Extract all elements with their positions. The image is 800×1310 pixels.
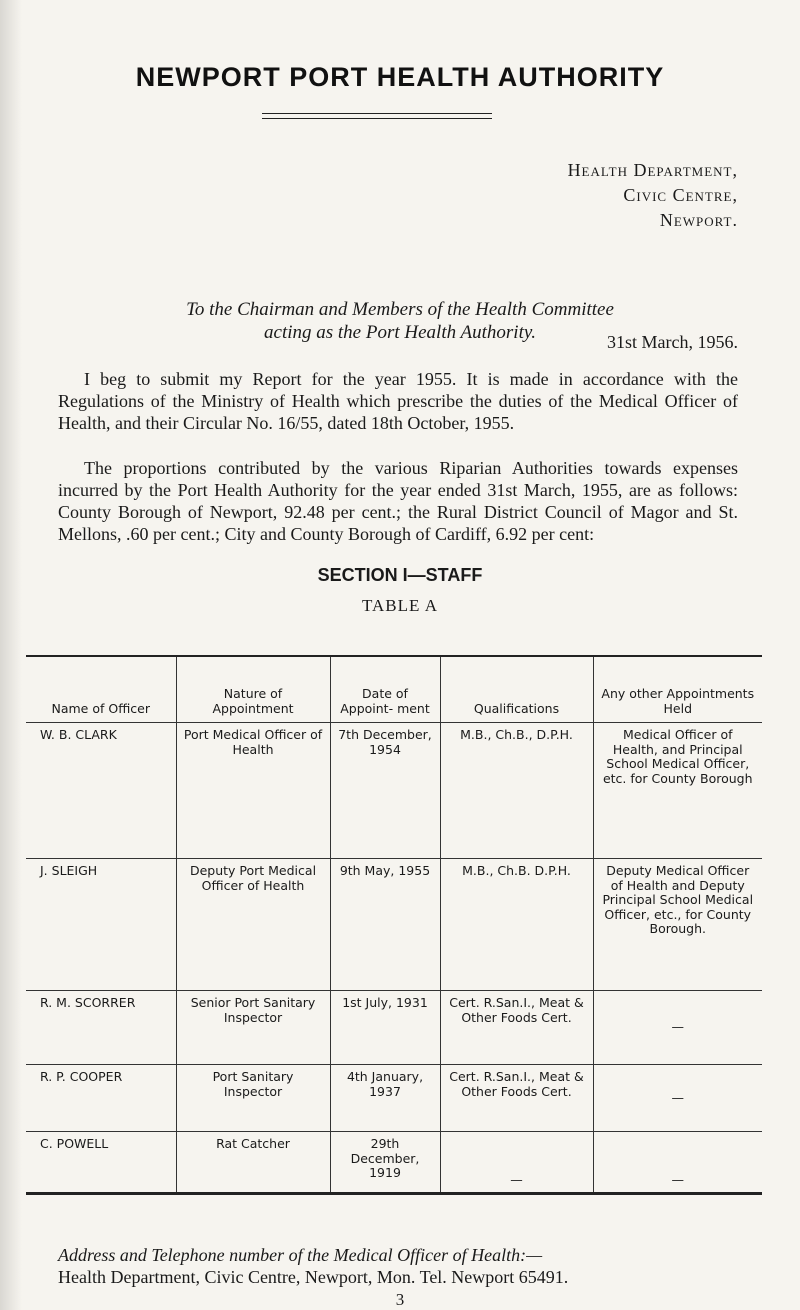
cell-qualifications: Cert. R.San.I., Meat & Other Foods Cert. [440, 1065, 593, 1132]
header-date: Date of Appoint- ment [330, 656, 440, 723]
cell-nature: Port Medical Officer of Health [176, 723, 330, 859]
cell-other-appointments: Medical Officer of Health, and Principal School Medical Officer, etc. for County Borough [593, 723, 762, 859]
cell-qualifications: — [440, 1132, 593, 1194]
cell-qualifications: Cert. R.San.I., Meat & Other Foods Cert. [440, 991, 593, 1065]
table-header-row [26, 656, 762, 723]
table-title: TABLE A [362, 596, 438, 615]
cell-nature: Port Sanitary Inspector [176, 1065, 330, 1132]
page-edge-shadow [0, 0, 22, 1310]
table-row [26, 723, 762, 859]
letter-date: 31st March, 1956. [607, 332, 738, 352]
table-row [26, 1065, 762, 1132]
paragraph-intro: I beg to submit my Report for the year 1955. It is made in accordance with the Regulations of the Ministry of Health which prescribe the duties of the Medical Officer of Health, and their Circular No. 16/55, dated 18th October, 1955. [58, 369, 738, 433]
footer-address-text: Health Department, Civic Centre, Newport, Mon. Tel. Newport 65491. [58, 1267, 569, 1287]
cell-other-appointments: — [593, 991, 762, 1065]
cell-name: C. POWELL [26, 1132, 176, 1194]
cell-date: 4th January, 1937 [330, 1065, 440, 1132]
footer-address-label: Address and Telephone number of the Medical Officer of Health:— [58, 1245, 543, 1265]
address-line-1: Health Department, [567, 160, 738, 180]
cell-date: 1st July, 1931 [330, 991, 440, 1065]
cell-other-appointments: — [593, 1132, 762, 1194]
cell-nature: Deputy Port Medical Officer of Health [176, 859, 330, 991]
cell-other-appointments: — [593, 1065, 762, 1132]
cell-other-appointments: Deputy Medical Officer of Health and Deputy Principal School Medical Officer, etc., for County Borough. [593, 859, 762, 991]
salutation-line-1: To the Chairman and Members of the Health Committee [186, 299, 614, 320]
title-rule-bottom [262, 118, 492, 119]
section-heading: SECTION I—STAFF [317, 565, 483, 585]
header-name: Name of Officer [26, 656, 176, 723]
cell-name: W. B. CLARK [26, 723, 176, 859]
cell-nature: Senior Port Sanitary Inspector [176, 991, 330, 1065]
cell-nature: Rat Catcher [176, 1132, 330, 1194]
header-qualifications: Qualifications [440, 656, 593, 723]
staff-table [26, 655, 762, 1195]
cell-date: 7th December, 1954 [330, 723, 440, 859]
cell-date: 9th May, 1955 [330, 859, 440, 991]
table-row [26, 1132, 762, 1194]
cell-date: 29th December, 1919 [330, 1132, 440, 1194]
address-line-2: Civic Centre, [623, 185, 738, 205]
header-other-appointments: Any other Appointments Held [593, 656, 762, 723]
table-row [26, 859, 762, 991]
page-number: 3 [395, 1290, 405, 1309]
cell-name: R. P. COOPER [26, 1065, 176, 1132]
cell-name: R. M. SCORRER [26, 991, 176, 1065]
salutation-line-2: acting as the Port Health Authority. [264, 322, 536, 343]
paragraph-proportions: The proportions contributed by the various Riparian Authorities towards expenses incurred by the Port Health Authority for the year ended 31st March, 1955, are as follows: County Borough of Newport, 92.48 per cent.; the Rural District Council of Magor and St. Mellons, .60 per cent.; City and County Borough of Cardiff, 6.92 per cent: [58, 458, 738, 544]
table-row [26, 991, 762, 1065]
header-nature: Nature of Appointment [176, 656, 330, 723]
cell-qualifications: M.B., Ch.B., D.P.H. [440, 723, 593, 859]
address-line-3: Newport. [659, 210, 738, 230]
title-rule-top [262, 113, 492, 114]
page-title: NEWPORT PORT HEALTH AUTHORITY [135, 62, 665, 92]
cell-name: J. SLEIGH [26, 859, 176, 991]
cell-qualifications: M.B., Ch.B. D.P.H. [440, 859, 593, 991]
